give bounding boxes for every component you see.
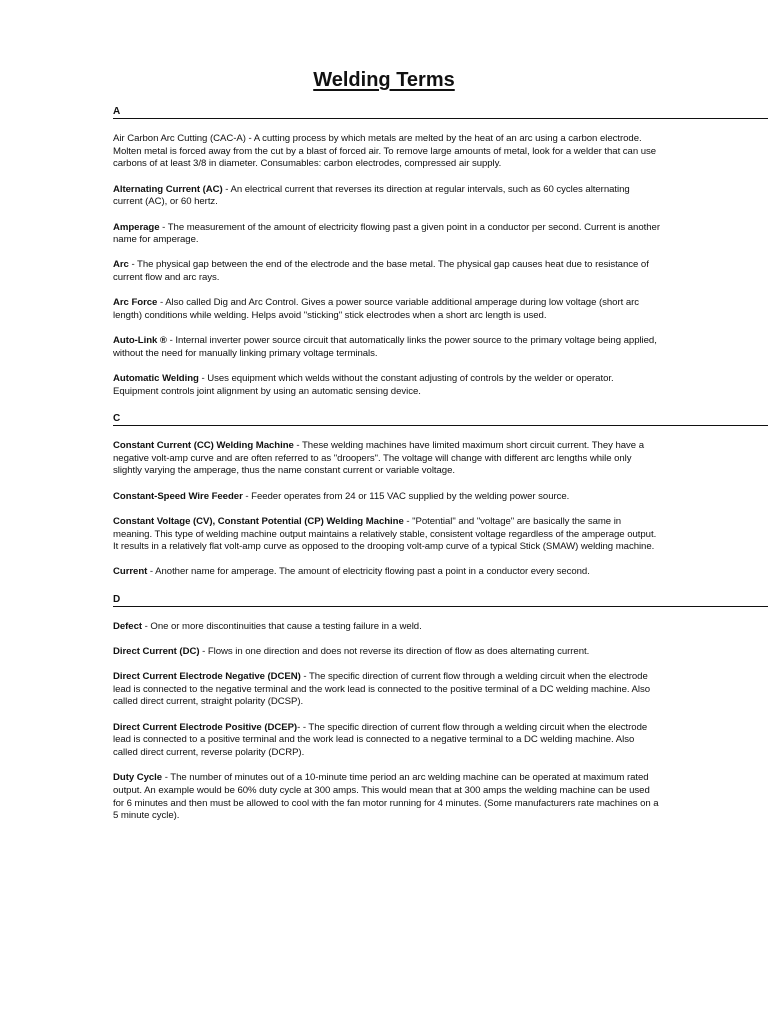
glossary-term bbox=[113, 222, 661, 247]
term-list bbox=[113, 133, 768, 399]
glossary-term bbox=[113, 491, 661, 504]
glossary-term bbox=[113, 566, 661, 579]
term-name: Current bbox=[113, 566, 148, 578]
glossary-term bbox=[113, 133, 661, 171]
term-definition: - The physical gap between the end of the electrode and the base metal. The physical gap causes heat due to resistance of current flow and arc rays. bbox=[113, 259, 649, 284]
term-definition: - An electrical current that reverses its direction at regular intervals, such as 60 cycles alternating current (AC), or 60 hertz. bbox=[113, 183, 630, 208]
glossary-term bbox=[113, 671, 661, 709]
term-name: Auto-Link ® bbox=[113, 335, 167, 347]
section-heading bbox=[113, 104, 768, 118]
term-definition: - "Potential" and "voltage" are basically the same in meaning. This type of welding machine output maintains a relatively stable, consistent voltage regardless of the amperage output. It results in a relatively flat volt-amp curve as opposed to the drooping volt-amp curve of a typical Stick (SMAW) welding machine. bbox=[113, 515, 657, 553]
term-name: Arc bbox=[113, 259, 129, 271]
glossary-term bbox=[113, 621, 661, 634]
term-definition: - The number of minutes out of a 10-minute time period an arc welding machine can be operated at maximum rated output. An example would be 60% duty cycle at 300 amps. This would mean that at 300 amps the welding machine can be used for 6 minutes and then must be allowed to cool with the fan motor running for 4 minutes. (Some manufacturers rate machines on a 5 minute cycle). bbox=[113, 772, 659, 822]
term-name: Automatic Welding bbox=[113, 373, 199, 385]
term-definition: - The measurement of the amount of electricity flowing past a given point in a conductor per second. Current is another name for amperage. bbox=[113, 221, 660, 246]
glossary-term bbox=[113, 440, 661, 478]
page-title: Welding Terms bbox=[313, 69, 455, 91]
section-letter: A bbox=[113, 106, 121, 117]
term-definition: - Feeder operates from 24 or 115 VAC supplied by the welding power source. bbox=[242, 490, 570, 502]
term-list bbox=[113, 440, 768, 579]
term-definition: - Flows in one direction and does not reverse its direction of flow as does alternating current. bbox=[199, 645, 590, 657]
glossary-section-c bbox=[113, 411, 768, 579]
section-heading bbox=[113, 411, 768, 425]
term-definition: - - The specific direction of current flow through a welding circuit when the electrode lead is connected to a positive terminal and the work lead is connected to a negative terminal to a DC welding machine. Also called direct current, reverse polarity (DCRP). bbox=[113, 721, 648, 759]
term-definition: - Also called Dig and Arc Control. Gives a power source variable additional amperage during low voltage (short arc length) conditions while welding. Helps avoid "sticking" stick electrodes when a short arc length is used. bbox=[113, 297, 639, 322]
term-definition: - One or more discontinuities that cause a testing failure in a weld. bbox=[142, 620, 422, 632]
term-definition: - Uses equipment which welds without the constant adjusting of controls by the welder or operator. Equipment controls joint alignment by using an automatic sensing device. bbox=[113, 373, 614, 397]
glossary-term bbox=[113, 516, 661, 554]
glossary-term bbox=[113, 646, 661, 659]
glossary-term bbox=[113, 373, 661, 398]
term-definition: Air Carbon Arc Cutting (CAC-A) - A cutting process by which metals are melted by the heat of an arc using a carbon electrode. Molten metal is forced away from the cut by a blast of forced air. To remove large amounts of metal, look for a welder that can use carbons of at least 3/8 in diameter. Consumables: carbon electrodes, compressed air supply. bbox=[113, 133, 657, 170]
glossary-term bbox=[113, 772, 661, 823]
glossary-term bbox=[113, 184, 661, 209]
term-name: Arc Force bbox=[113, 297, 158, 309]
term-name: Duty Cycle bbox=[113, 772, 163, 784]
section-divider bbox=[113, 425, 768, 426]
term-name: Defect bbox=[113, 620, 143, 632]
term-name: Alternating Current (AC) bbox=[113, 183, 223, 195]
section-letter: D bbox=[113, 593, 121, 605]
term-name: Direct Current Electrode Negative (DCEN) bbox=[113, 671, 301, 683]
glossary-section-a bbox=[113, 104, 768, 399]
section-letter: C bbox=[113, 413, 121, 425]
term-definition: - The specific direction of current flow through a welding circuit when the electrode lead is connected to the negative terminal and the work lead is connected to the positive terminal of a DC welding machine. Also called direct current, straight polarity (DCSP). bbox=[113, 671, 651, 708]
glossary-term bbox=[113, 722, 661, 760]
section-divider bbox=[113, 118, 768, 119]
term-name: Amperage bbox=[113, 221, 160, 233]
section-divider bbox=[113, 606, 768, 607]
term-name: Constant Voltage (CV), Constant Potential (CP) Welding Machine bbox=[113, 515, 404, 527]
glossary-term bbox=[113, 259, 661, 284]
term-name: Direct Current Electrode Positive (DCEP) bbox=[113, 721, 298, 733]
glossary-content bbox=[113, 104, 768, 836]
term-name: Direct Current (DC) bbox=[113, 645, 200, 657]
glossary-section-d bbox=[113, 592, 768, 823]
term-definition: - These welding machines have limited maximum short circuit current. They have a negative volt-amp curve and are often referred to as "droopers". The voltage will change with different arc lengths while only slightly varying the amperage, thus the name constant current or variable voltage. bbox=[113, 440, 644, 477]
term-definition: - Internal inverter power source circuit that automatically links the power source to the primary voltage being applied, without the need for manually linking primary voltage terminals. bbox=[113, 335, 657, 359]
glossary-term bbox=[113, 335, 661, 360]
glossary-term bbox=[113, 297, 661, 322]
term-list bbox=[113, 621, 768, 823]
section-heading bbox=[113, 592, 768, 606]
term-name: Constant-Speed Wire Feeder bbox=[113, 490, 243, 502]
term-name: Constant Current (CC) Welding Machine bbox=[113, 440, 294, 452]
term-definition: - Another name for amperage. The amount of electricity flowing past a point in a conductor every second. bbox=[147, 566, 590, 578]
